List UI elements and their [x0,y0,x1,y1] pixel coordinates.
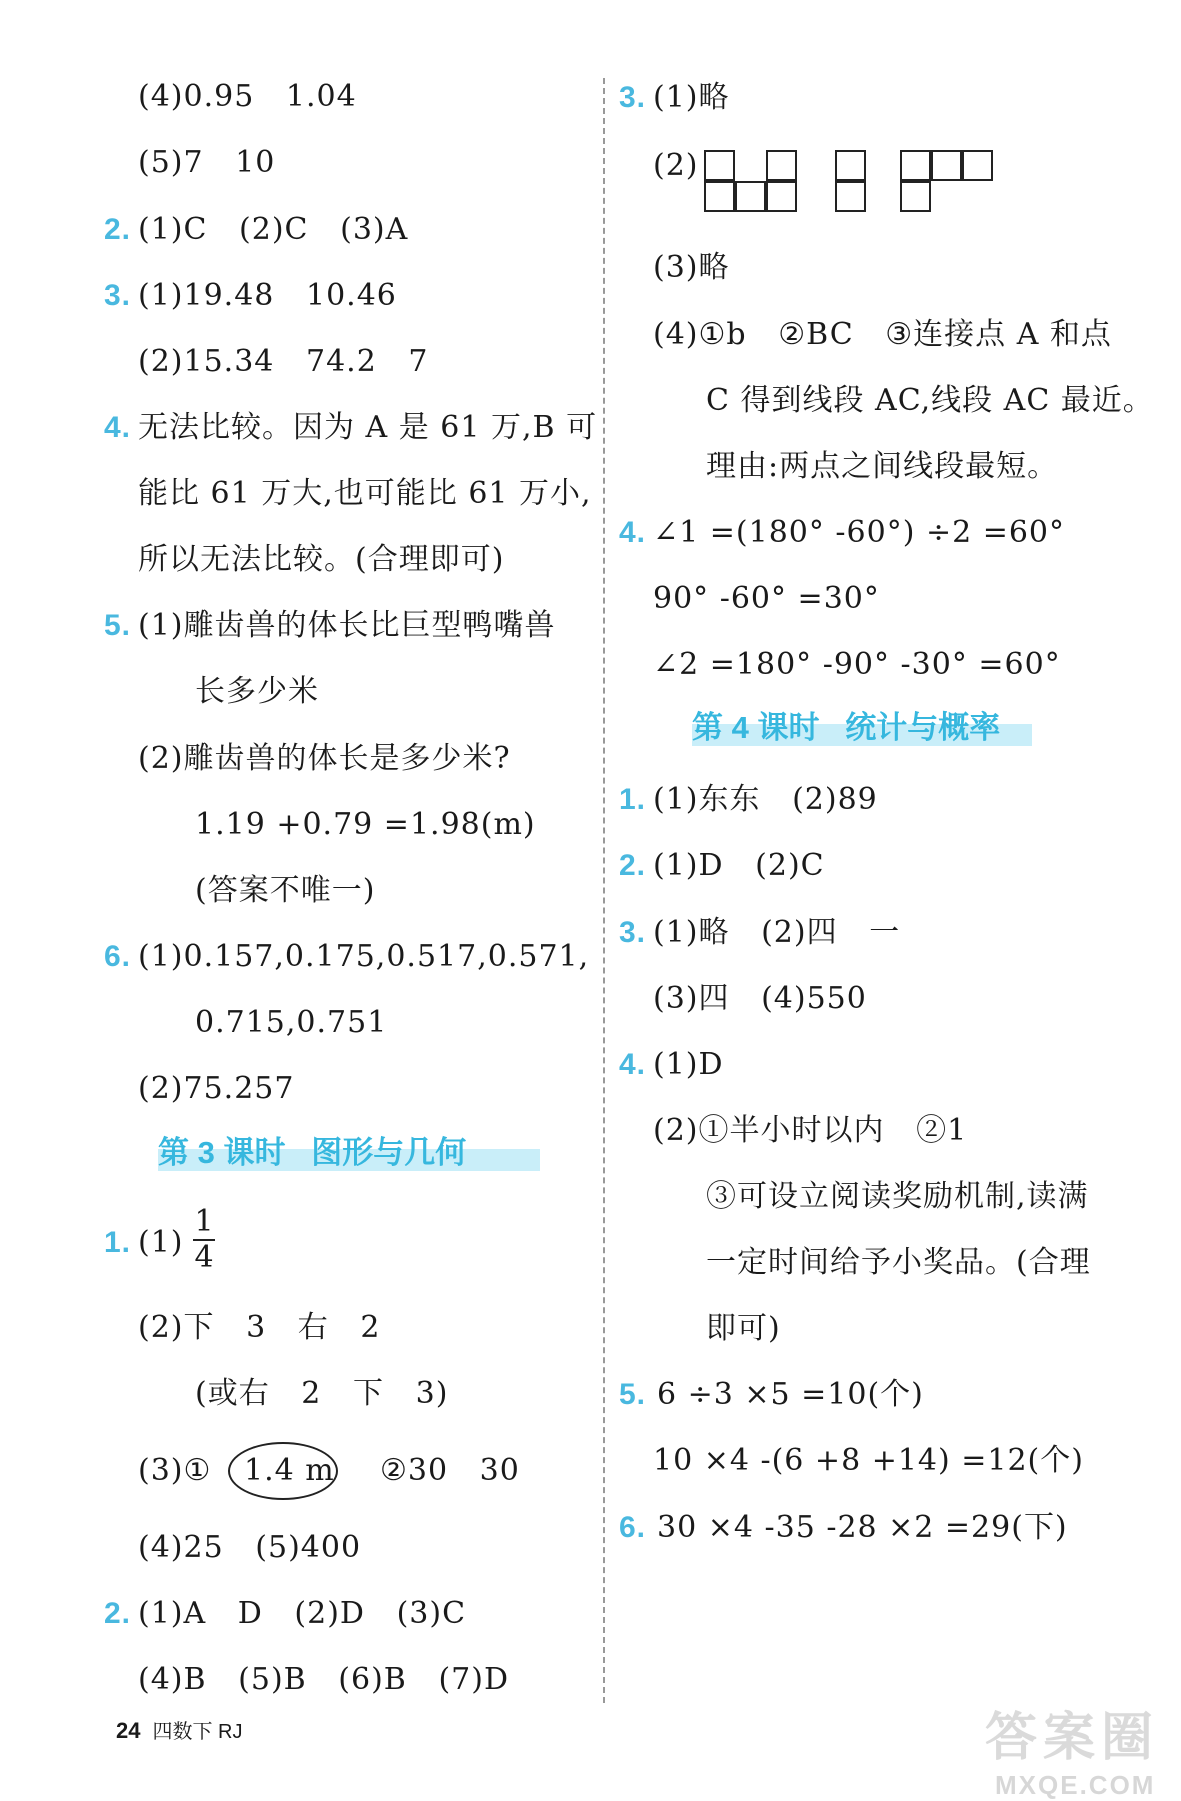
page-footer [116,1715,242,1744]
question-number: 1. [104,1226,132,1259]
question-number: 2. [104,213,132,246]
question-number: 3. [619,81,647,114]
answer-line: 30 ×4 -35 -28 ×2 =29(下) [657,1510,1068,1545]
answer-line: ∠1 =(180° -60°) ÷2 =60° [653,515,1066,550]
answer-line: (1)略 [653,80,730,115]
watermark [985,1695,1159,1801]
column-divider [603,78,605,1703]
answer-line: (1)雕齿兽的体长比巨型鸭嘴兽 [138,608,556,643]
answer-line: (1) [138,1225,184,1260]
answer-line: 1.19 +0.79 =1.98(m) [195,807,536,842]
question-number: 2. [619,849,647,882]
answer-line: (1)0.157,0.175,0.517,0.571, [138,939,590,974]
question-number: 4. [104,411,132,444]
section-heading-geometry: 第 3 课时 图形与几何 [158,1133,540,1173]
answer-line: (2)75.257 [138,1071,295,1106]
answer-line: C 得到线段 AC,线段 AC 最近。 [706,383,1154,418]
answer-line: (1)D [653,1047,724,1082]
fraction-one-quarter: 1 4 [194,1204,214,1275]
question-number: 3. [619,916,647,949]
answer-line: ③可设立阅读奖励机制,读满 [706,1179,1089,1214]
answer-line: (4)B (5)B (6)B (7)D [138,1662,509,1697]
answer-line: (2)下 3 右 2 [138,1310,381,1345]
answer-line: 10 ×4 -(6 +8 +14) =12(个) [653,1443,1084,1478]
page-number: 24 [116,1718,141,1743]
answer-line: (2)①半小时以内 ②1 [653,1113,968,1148]
answer-line: 长多少米 [195,674,319,709]
answer-line: (2)雕齿兽的体长是多少米? [138,741,511,776]
answer-line: 0.715,0.751 [195,1005,388,1040]
answer-line: (1)C (2)C (3)A [138,212,409,247]
section-heading-statistics: 第 4 课时 统计与概率 [692,708,1032,748]
question-number: 5. [104,609,132,642]
answer-line: (2)15.34 74.2 7 [138,344,429,379]
answer-line: 能比 61 万大,也可能比 61 万小, [138,476,592,511]
answer-line: (4)25 (5)400 [138,1530,362,1565]
answer-line: (1)A D (2)D (3)C [138,1596,467,1631]
answer-line: (3)① [138,1453,212,1488]
answer-line: (1)19.48 10.46 [138,278,397,313]
question-number: 5. [619,1378,647,1411]
answer-line: (1)略 (2)四 一 [653,915,901,950]
answer-line: 6 ÷3 ×5 =10(个) [657,1377,924,1412]
answer-line: ②30 30 [380,1453,520,1488]
answer-line: (1)东东 (2)89 [653,782,878,817]
answer-line: 即可) [706,1311,781,1346]
question-number: 4. [619,516,647,549]
answer-line: (3)略 [653,250,730,285]
answer-line: (1)D (2)C [653,848,825,883]
watermark-logo: 答案圈 [985,1709,1160,1767]
question-number: 1. [619,783,647,816]
answer-line: (或右 2 下 3) [195,1376,449,1411]
circled-answer: 1.4 m [244,1453,335,1488]
question-number: 2. [104,1597,132,1630]
answer-line: (4)0.95 1.04 [138,79,357,114]
question-number: 6. [104,940,132,973]
book-label: 四数下 RJ [152,1721,243,1743]
question-number: 4. [619,1048,647,1081]
watermark-site: MXQE.COM [995,1770,1156,1800]
answer-line: 所以无法比较。(合理即可) [138,542,505,577]
answer-line: 90° -60° =30° [653,581,880,616]
answer-line: (5)7 10 [138,145,276,180]
answer-line: (3)四 (4)550 [653,981,867,1016]
answer-line: 无法比较。因为 A 是 61 万,B 可 [138,410,598,445]
answer-line: (答案不唯一) [195,873,376,908]
answer-line: ∠2 =180° -90° -30° =60° [653,647,1061,682]
question-number: 3. [104,279,132,312]
answer-line: (2) [653,148,699,183]
answer-line: (4)①b ②BC ③连接点 A 和点 [653,317,1112,352]
answer-line: 一定时间给予小奖品。(合理 [706,1245,1091,1280]
answer-line: 理由:两点之间线段最短。 [706,449,1059,484]
question-number: 6. [619,1511,647,1544]
